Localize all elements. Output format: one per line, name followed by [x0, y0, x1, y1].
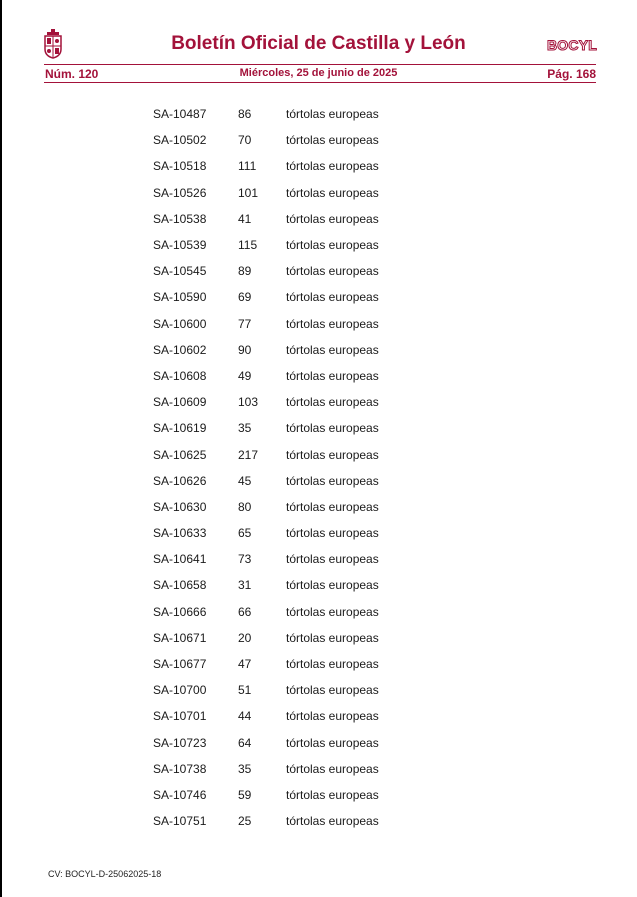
row-count: 25 — [238, 814, 252, 829]
table-row — [0, 153, 637, 179]
table-row — [0, 782, 637, 808]
row-code: SA-10608 — [153, 368, 207, 383]
table-row — [0, 468, 637, 494]
row-code: SA-10609 — [153, 395, 207, 410]
row-species: tórtolas europeas — [286, 447, 379, 462]
row-species: tórtolas europeas — [286, 630, 379, 645]
data-table — [0, 101, 637, 834]
row-species: tórtolas europeas — [286, 552, 379, 567]
row-count: 80 — [238, 499, 252, 514]
row-count: 64 — [238, 735, 252, 750]
row-species: tórtolas europeas — [286, 421, 379, 436]
header-rule-bottom — [44, 82, 596, 83]
row-code: SA-10487 — [153, 107, 207, 122]
table-row — [0, 651, 637, 677]
row-code: SA-10738 — [153, 761, 207, 776]
row-count: 111 — [238, 159, 257, 174]
row-count: 69 — [238, 290, 252, 305]
table-row — [0, 808, 637, 834]
row-code: SA-10666 — [153, 604, 207, 619]
row-count: 77 — [238, 316, 252, 331]
row-count: 35 — [238, 761, 252, 776]
row-species: tórtolas europeas — [286, 787, 379, 802]
table-row — [0, 127, 637, 153]
row-code: SA-10751 — [153, 814, 207, 829]
table-row — [0, 363, 637, 389]
table-row — [0, 311, 637, 337]
page-number: Pág. 168 — [547, 67, 596, 81]
row-code: SA-10746 — [153, 787, 207, 802]
row-species: tórtolas europeas — [286, 159, 379, 174]
cv-code: CV: BOCYL-D-25062025-18 — [48, 869, 162, 879]
row-code: SA-10602 — [153, 342, 207, 357]
row-count: 86 — [238, 107, 252, 122]
table-row — [0, 625, 637, 651]
row-code: SA-10700 — [153, 683, 207, 698]
row-species: tórtolas europeas — [286, 290, 379, 305]
row-code: SA-10619 — [153, 421, 207, 436]
row-species: tórtolas europeas — [286, 133, 379, 148]
row-count: 89 — [238, 264, 252, 279]
row-code: SA-10630 — [153, 499, 207, 514]
table-row — [0, 180, 637, 206]
row-count: 66 — [238, 604, 252, 619]
row-code: SA-10658 — [153, 578, 207, 593]
row-count: 217 — [238, 447, 259, 462]
row-code: SA-10545 — [153, 264, 207, 279]
issue-number: Núm. 120 — [45, 67, 99, 81]
table-row — [0, 206, 637, 232]
row-species: tórtolas europeas — [286, 368, 379, 383]
row-count: 20 — [238, 630, 252, 645]
row-species: tórtolas europeas — [286, 499, 379, 514]
row-code: SA-10677 — [153, 657, 207, 672]
table-row — [0, 756, 637, 782]
row-code: SA-10625 — [153, 447, 207, 462]
row-species: tórtolas europeas — [286, 342, 379, 357]
table-row — [0, 599, 637, 625]
row-code: SA-10502 — [153, 133, 207, 148]
table-row — [0, 703, 637, 729]
row-code: SA-10539 — [153, 238, 207, 253]
row-species: tórtolas europeas — [286, 238, 379, 253]
table-row — [0, 415, 637, 441]
row-code: SA-10526 — [153, 185, 207, 200]
table-row — [0, 232, 637, 258]
row-code: SA-10701 — [153, 709, 207, 724]
table-row — [0, 337, 637, 363]
row-species: tórtolas europeas — [286, 473, 379, 488]
row-species: tórtolas europeas — [286, 264, 379, 279]
row-count: 70 — [238, 133, 252, 148]
row-code: SA-10518 — [153, 159, 207, 174]
row-species: tórtolas europeas — [286, 316, 379, 331]
row-species: tórtolas europeas — [286, 185, 379, 200]
row-species: tórtolas europeas — [286, 761, 379, 776]
row-species: tórtolas europeas — [286, 395, 379, 410]
row-species: tórtolas europeas — [286, 683, 379, 698]
table-row — [0, 677, 637, 703]
publication-date: Miércoles, 25 de junio de 2025 — [239, 67, 398, 79]
row-count: 90 — [238, 342, 252, 357]
bocyl-logo: BOCYL — [547, 37, 597, 53]
table-row — [0, 572, 637, 598]
row-code: SA-10641 — [153, 552, 207, 567]
row-count: 103 — [238, 395, 259, 410]
row-species: tórtolas europeas — [286, 211, 379, 226]
row-count: 115 — [238, 238, 258, 253]
row-count: 35 — [238, 421, 252, 436]
row-species: tórtolas europeas — [286, 814, 379, 829]
row-count: 41 — [238, 211, 252, 226]
header-rule-top — [44, 64, 596, 65]
row-species: tórtolas europeas — [286, 709, 379, 724]
row-code: SA-10626 — [153, 473, 207, 488]
row-count: 47 — [238, 657, 252, 672]
row-count: 65 — [238, 526, 252, 541]
row-code: SA-10538 — [153, 211, 207, 226]
row-species: tórtolas europeas — [286, 526, 379, 541]
row-species: tórtolas europeas — [286, 735, 379, 750]
row-code: SA-10633 — [153, 526, 207, 541]
row-count: 51 — [238, 683, 252, 698]
row-count: 45 — [238, 473, 252, 488]
row-code: SA-10590 — [153, 290, 207, 305]
table-row — [0, 258, 637, 284]
row-count: 101 — [238, 185, 259, 200]
page-title: Boletín Oficial de Castilla y León — [171, 33, 466, 54]
table-row — [0, 441, 637, 467]
row-species: tórtolas europeas — [286, 107, 379, 122]
row-count: 44 — [238, 709, 252, 724]
table-row — [0, 389, 637, 415]
row-code: SA-10671 — [153, 630, 207, 645]
row-code: SA-10723 — [153, 735, 207, 750]
table-row — [0, 101, 637, 127]
row-species: tórtolas europeas — [286, 657, 379, 672]
row-species: tórtolas europeas — [286, 604, 379, 619]
row-count: 73 — [238, 552, 252, 567]
row-count: 31 — [238, 578, 252, 593]
table-row — [0, 284, 637, 310]
row-count: 49 — [238, 368, 252, 383]
table-row — [0, 546, 637, 572]
table-row — [0, 730, 637, 756]
row-code: SA-10600 — [153, 316, 207, 331]
row-species: tórtolas europeas — [286, 578, 379, 593]
row-count: 59 — [238, 787, 252, 802]
table-row — [0, 494, 637, 520]
table-row — [0, 520, 637, 546]
